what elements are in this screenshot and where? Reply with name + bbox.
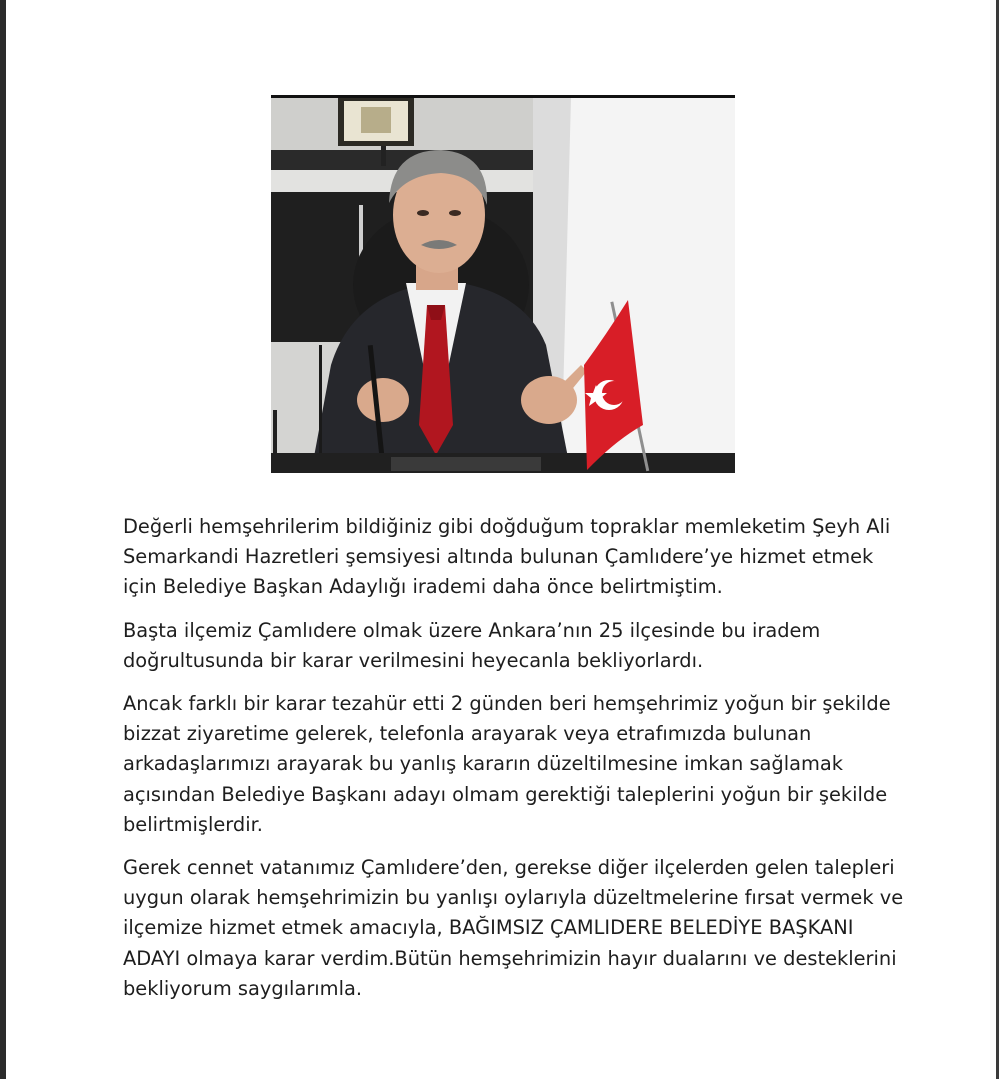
text-line: Başta ilçemiz Çamlıdere olmak üzere Ankara’nın 25 ilçesinde bu iradem bbox=[123, 618, 821, 642]
text-line: Gerek cennet vatanımız Çamlıdere’den, gerekse diğer ilçelerden gelen talepleri bbox=[123, 856, 895, 880]
paragraph bbox=[123, 853, 904, 1004]
text-line: Semarkandi Hazretleri şemsiyesi altında bulunan Çamlıdere’ye hizmet etmek bbox=[123, 545, 874, 569]
text-line: Ancak farklı bir karar tezahür etti 2 günden beri hemşehrimiz yoğun bir şekilde bbox=[123, 692, 891, 716]
portrait-photo bbox=[271, 95, 735, 473]
text-line: doğrultusunda bir karar verilmesini heyecanla bekliyorlardı. bbox=[123, 648, 704, 672]
text-line: ADAYI olmaya karar verdim.Bütün hemşehrimizin hayır dualarını ve desteklerini bbox=[123, 946, 897, 970]
text-line: Değerli hemşehrilerim bildiğiniz gibi doğduğum topraklar memleketim Şeyh Ali bbox=[123, 515, 891, 538]
text-line: ilçemize hizmet etmek amacıyla, BAĞIMSIZ ÇAMLIDERE BELEDİYE BAŞKANI bbox=[123, 916, 854, 940]
text-line: belirtmişlerdir. bbox=[123, 812, 263, 836]
text-line: bekliyorum saygılarımla. bbox=[123, 976, 363, 1000]
letter-body bbox=[123, 512, 904, 1017]
paragraph bbox=[123, 616, 883, 676]
text-line: arkadaşlarımızı arayarak bu yanlış kararın düzeltilmesine imkan sağlamak bbox=[123, 752, 844, 776]
page-left-border bbox=[0, 0, 6, 1079]
text-line: açısından Belediye Başkanı adayı olmam gerektiği taleplerini yoğun bir şekilde bbox=[123, 782, 888, 806]
text-line: uygun olarak hemşehrimizin bu yanlışı oylarıyla düzeltmelerine fırsat vermek ve bbox=[123, 886, 904, 910]
text-line: bizzat ziyaretime gelerek, telefonla arayarak veya etrafımızda bulunan bbox=[123, 722, 812, 746]
paragraph bbox=[123, 689, 891, 840]
paragraph bbox=[123, 512, 891, 603]
text-line: için Belediye Başkan Adaylığı irademi daha önce belirtmiştim. bbox=[123, 575, 723, 599]
